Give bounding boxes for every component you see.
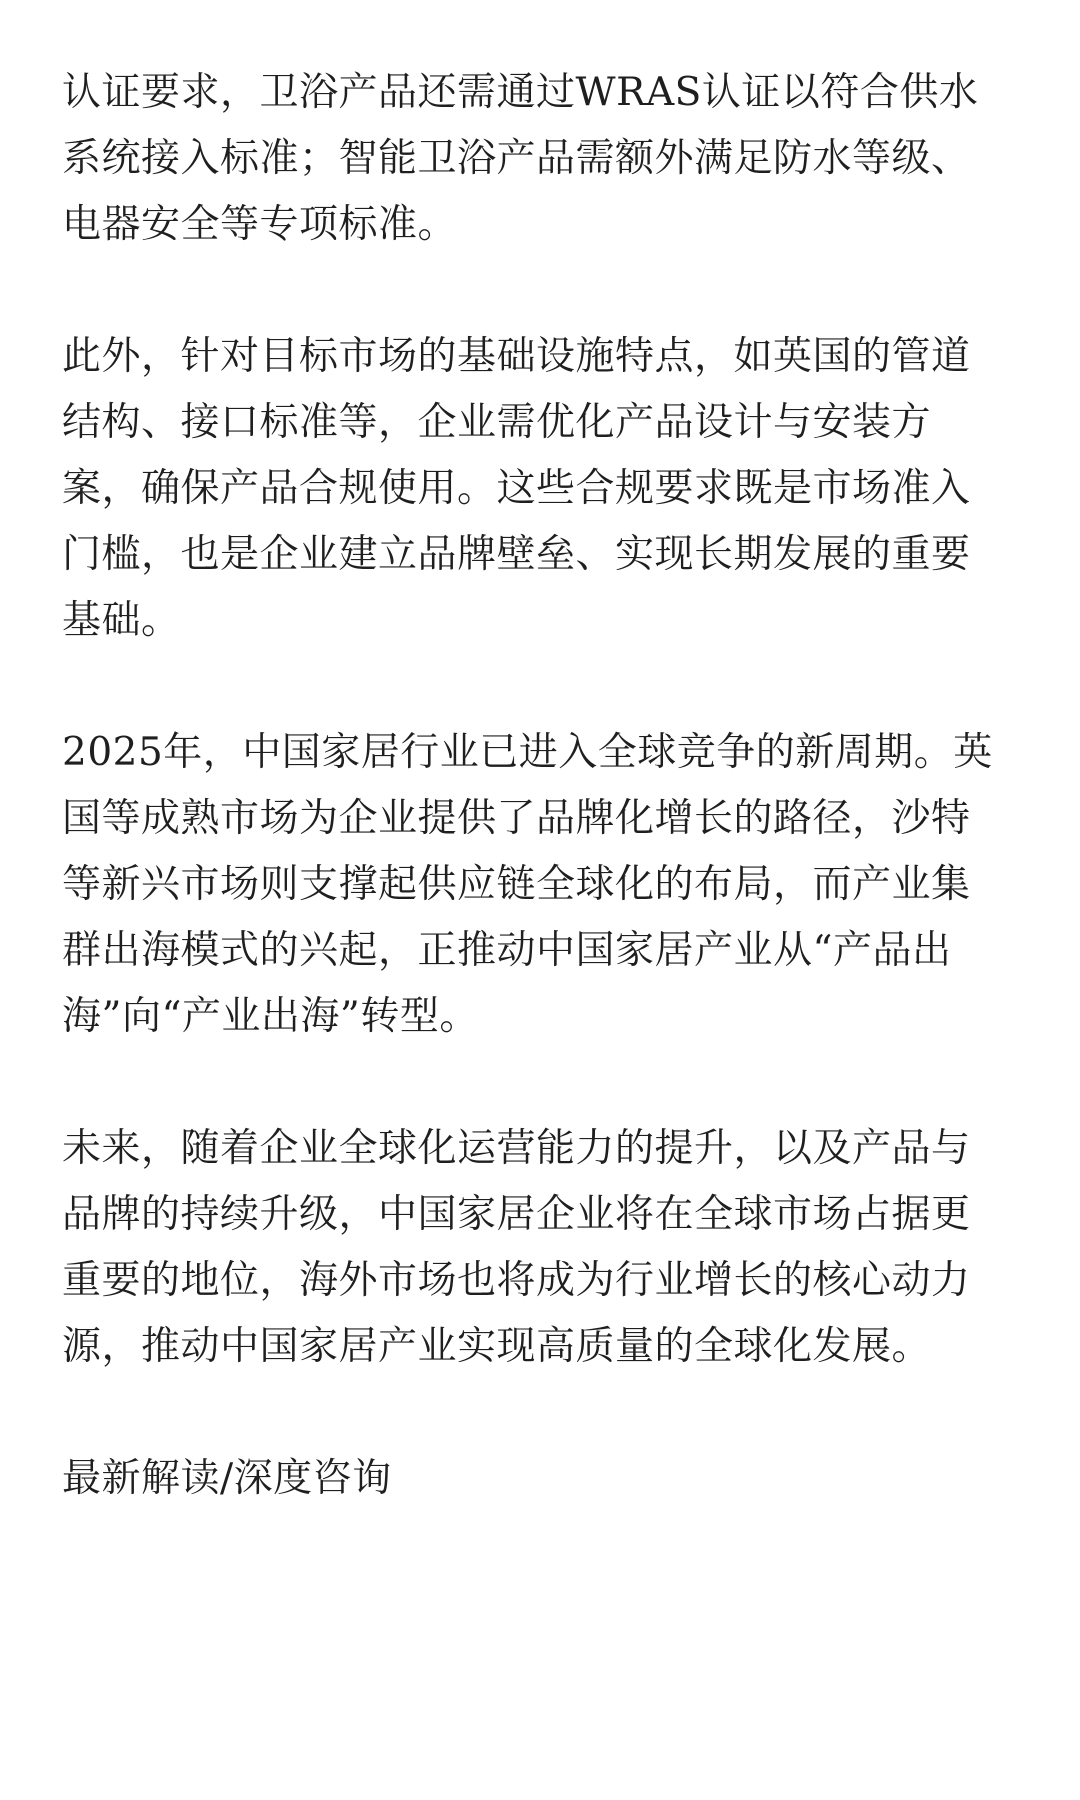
latest-insights-link[interactable]: 最新解读/深度咨询 bbox=[62, 1456, 392, 1501]
paragraph-infrastructure: 此外，针对目标市场的基础设施特点，如英国的管道 结构、接口标准等，企业需优化产品设计与安装方 案，确保产品合规使用。这些合规要求既是市场准入 门槛，也是企业建立品牌壁垒、实现长期发展的重要 基础。 bbox=[62, 334, 971, 643]
paragraph-2025-outlook: 2025年，中国家居行业已进入全球竞争的新周期。英 国等成熟市场为企业提供了品牌化增长的路径，沙特 等新兴市场则支撑起供应链全球化的布局，而产业集 群出海模式的兴起，正推动中国家居产业从“产品出 海”向“产业出海”转型。 bbox=[62, 730, 993, 1039]
article-body bbox=[62, 60, 1022, 1578]
paragraph-future: 未来，随着企业全球化运营能力的提升，以及产品与 品牌的持续升级，中国家居企业将在全球市场占据更 重要的地位，海外市场也将成为行业增长的核心动力 源，推动中国家居产业实现高质量的全球化发展。 bbox=[62, 1126, 971, 1369]
paragraph-certification: 认证要求，卫浴产品还需通过WRAS认证以符合供水 系统接入标准；智能卫浴产品需额外满足防水等级、 电器安全等专项标准。 bbox=[62, 70, 979, 247]
